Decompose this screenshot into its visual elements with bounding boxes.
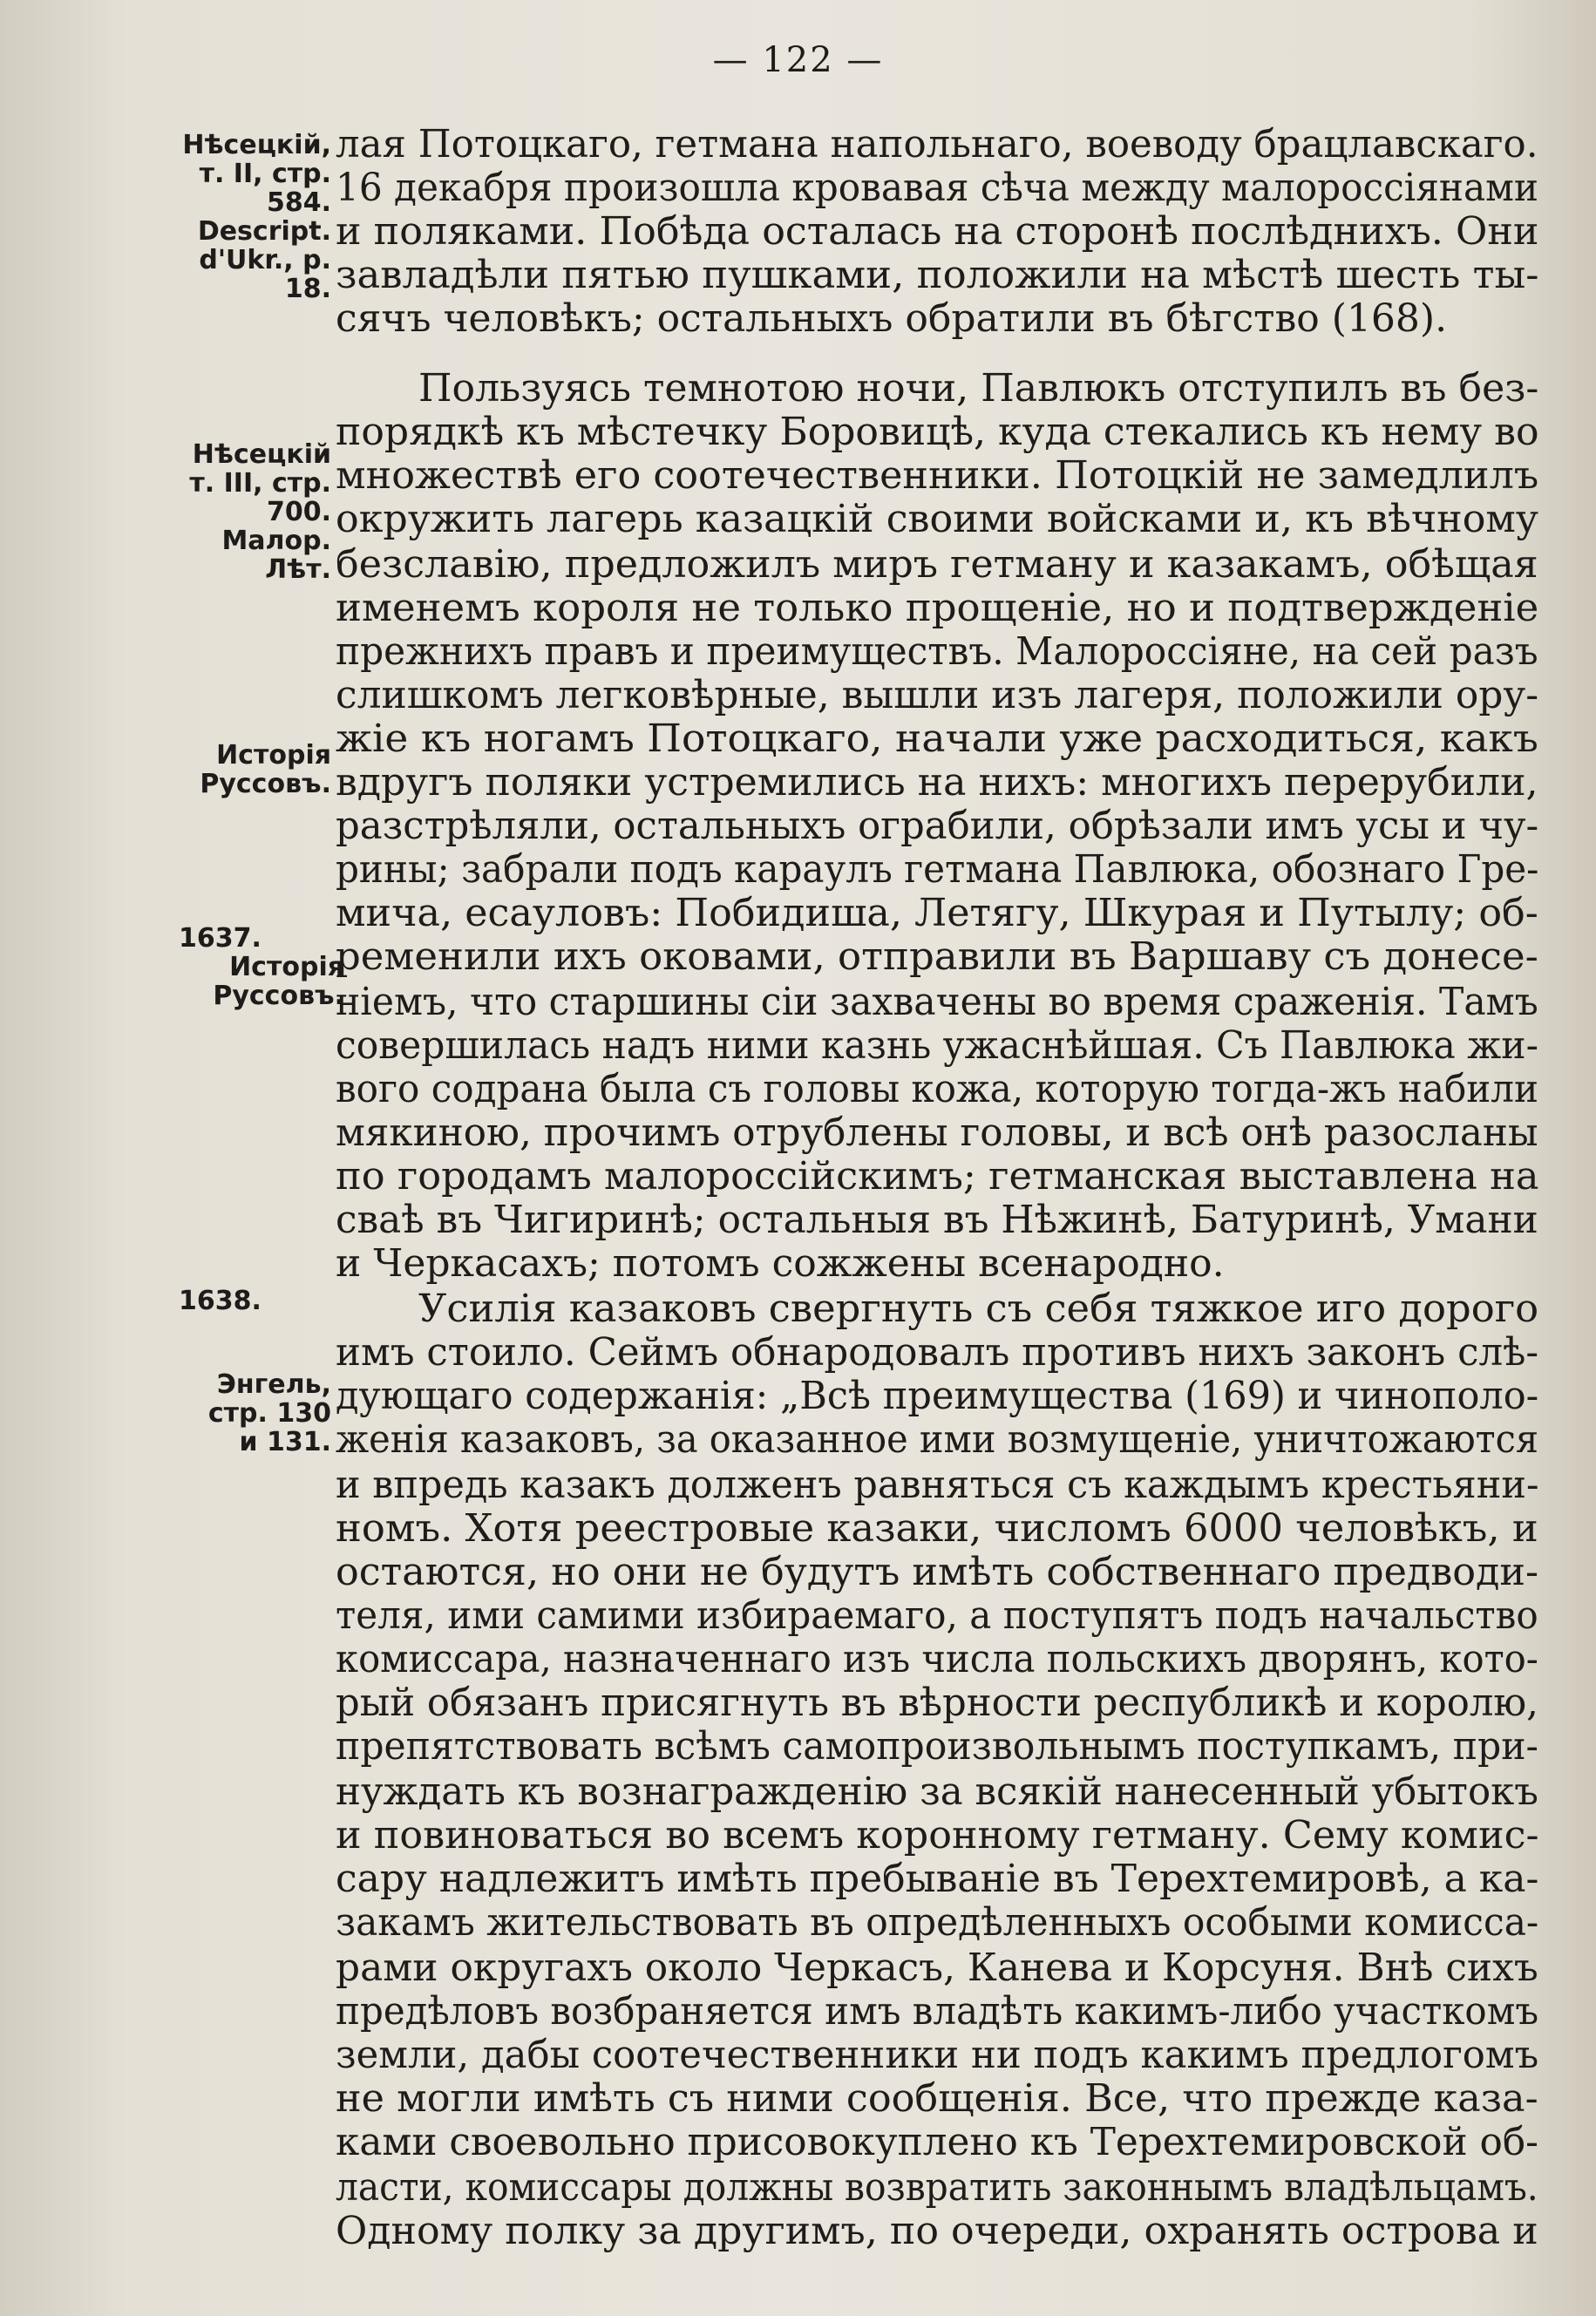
margin-note <box>166 131 331 303</box>
margin-note-line: Энгель, <box>216 1369 331 1400</box>
text-line: слишкомъ легковѣрные, вышли изъ лагеря, положили ору- <box>336 673 1539 717</box>
text-line: женія казаковъ, за оказанное ими возмущеніе, уничтожаются <box>336 1417 1538 1462</box>
text-line: имъ стоило. Сеймъ обнародовалъ противъ нихъ законъ слѣ- <box>336 1330 1539 1375</box>
text-line: сячъ человѣкъ; остальныхъ обратили въ бѣгство (168). <box>336 296 1448 341</box>
text-line: мича, есауловъ: Побидишa, Летягу, Шкурая и Путылу; об- <box>336 891 1538 935</box>
margin-note-line: Нѣсецкій, <box>182 130 331 160</box>
margin-note-line: т. II, стр. <box>199 159 331 189</box>
margin-note-line: Descript. <box>197 216 331 247</box>
text-line: множествѣ его соотечественники. Потоцкій не замедлилъ <box>336 453 1539 498</box>
margin-note <box>166 1370 331 1457</box>
text-line: завладѣли пятью пушками, положили на мѣстѣ шесть ты- <box>336 253 1539 297</box>
text-line: рины; забрали подъ караулъ гетмана Павлюка, обознаго Гре- <box>336 847 1539 892</box>
margin-note-line: стр. 130 <box>207 1398 331 1429</box>
text-line: номъ. Хотя реестровые казаки, числомъ 6000 человѣкъ, и <box>336 1506 1538 1551</box>
text-line: жіе къ ногамъ Потоцкаго, начали уже расходиться, какъ <box>336 717 1538 761</box>
text-line: Пользуясь темнотою ночи, Павлюкъ отступилъ въ без- <box>418 366 1539 411</box>
margin-note-line: Лѣт. <box>265 554 331 585</box>
text-line: дующаго содержанія: „Всѣ преимущества (169) и чинополо- <box>336 1374 1539 1418</box>
text-line: рый обязанъ присягнуть въ вѣрности республикѣ и королю, <box>336 1681 1538 1725</box>
text-line: сару надлежитъ имѣть пребываніе въ Терехтемировѣ, а ка- <box>336 1857 1539 1901</box>
text-line: ками своевольно присовокуплено къ Терехтемировской об- <box>336 2120 1538 2164</box>
text-line: ніемъ, что старшины сіи захвачены во время сраженія. Тамъ <box>336 980 1538 1024</box>
text-line: по городамъ малороссійскимъ; гетманская выставлена на <box>336 1154 1539 1199</box>
margin-note-line: Исторія <box>229 952 344 982</box>
margin-note-line: 18. <box>284 274 331 304</box>
margin-note-line: т. III, стр. <box>189 468 331 499</box>
text-line: закамъ жительствовать въ опредѣленныхъ особыми комисса- <box>336 1900 1539 1945</box>
text-line: Одному полку за другимъ, по очереди, охранять острова и <box>336 2209 1538 2253</box>
margin-note-line: d'Ukr., p. <box>199 245 331 275</box>
text-line: совершилась надъ ними казнь ужаснѣйшая. Съ Павлюка жи- <box>336 1023 1538 1068</box>
text-line: разстрѣляли, остальныхъ ограбили, обрѣзали имъ усы и чу- <box>336 804 1539 848</box>
margin-note-line: Малор. <box>221 526 331 556</box>
margin-note <box>179 924 344 1010</box>
text-line: предѣловъ возбраняется имъ владѣть какимъ-либо участкомъ <box>336 1989 1539 2034</box>
margin-note-line: Исторія <box>216 740 331 771</box>
text-line: вдругъ поляки устремились на нихъ: многихъ перерубили, <box>336 760 1538 805</box>
text-line: остаются, но они не будутъ имѣть собственнаго предводи- <box>336 1550 1539 1594</box>
margin-note-line: 1638. <box>179 1286 261 1316</box>
text-line: прежнихъ правъ и преимуществъ. Малороссіяне, на сей разъ <box>336 629 1538 674</box>
margin-note-line: 1637. <box>179 923 261 954</box>
text-line: не могли имѣть съ ними сообщенія. Все, что прежде каза- <box>336 2076 1538 2121</box>
margin-note-line: Нѣсецкій <box>192 439 331 470</box>
page-number: — 122 — <box>712 40 884 80</box>
text-line: сваѣ въ Чигиринѣ; остальныя въ Нѣжинѣ, Батуринѣ, Умани <box>336 1198 1538 1242</box>
margin-note-line: и 131. <box>239 1427 331 1457</box>
text-line: мякиною, прочимъ отрублены головы, и всѣ онѣ разосланы <box>336 1110 1538 1155</box>
text-line: лая Потоцкаго, гетмана напольнаго, воеводу брацлавскаго. <box>336 122 1538 166</box>
text-line: рами округахъ около Черкасъ, Канева и Корсуня. Внѣ сихъ <box>336 1946 1538 1990</box>
margin-note-line: Руссовъ. <box>200 769 331 799</box>
text-line: 16 декабря произошла кровавая сѣча между малороссіянами <box>336 166 1538 210</box>
margin-note <box>166 741 331 798</box>
text-line: окружить лагерь казацкій своими войсками и, къ вѣчному <box>336 497 1539 541</box>
text-line: ласти, комиссары должны возвратить законнымъ владѣльцамъ. <box>336 2165 1538 2210</box>
text-line: комиссара, назначеннаго изъ числа польскихъ дворянъ, кото- <box>336 1637 1538 1681</box>
margin-note-line: Руссовъ. <box>213 981 344 1011</box>
text-line: безславію, предложилъ миръ гетману и казакамъ, обѣщая <box>336 542 1538 587</box>
text-line: Усилія казаковъ свергнуть съ себя тяжкое иго дорого <box>418 1287 1539 1331</box>
margin-note <box>166 440 331 584</box>
text-line: препятствовать всѣмъ самопроизвольнымъ поступкамъ, при- <box>336 1724 1538 1769</box>
text-line: и впредь казакъ долженъ равняться съ каждымъ крестьяни- <box>336 1463 1539 1507</box>
text-line: порядкѣ къ мѣстечку Боровицѣ, куда стекались къ нему во <box>336 410 1539 454</box>
text-line: именемъ короля не только прощеніе, но и подтвержденіе <box>336 586 1539 630</box>
text-line: земли, дабы соотечественники ни подъ какимъ предлогомъ <box>336 2033 1539 2077</box>
margin-note-line: 700. <box>266 497 331 527</box>
text-line: и повиноваться во всемъ коронному гетману. Сему комис- <box>336 1813 1539 1858</box>
margin-note <box>179 1287 344 1315</box>
text-line: теля, ими самими избираемаго, а поступятъ подъ начальство <box>336 1593 1538 1638</box>
text-line: вого содрана была съ головы кожа, которую тогда-жъ набили <box>336 1067 1539 1111</box>
text-line: ременили ихъ оковами, отправили въ Варшаву съ донесе- <box>336 934 1538 979</box>
text-line: и Черкасахъ; потомъ сожжены всенародно. <box>336 1241 1225 1286</box>
margin-note-line: 584. <box>266 187 331 218</box>
text-line: и поляками. Побѣда осталась на сторонѣ послѣднихъ. Они <box>336 209 1539 254</box>
text-line: нуждать къ вознагражденію за всякій нанесенный убытокъ <box>336 1769 1538 1814</box>
